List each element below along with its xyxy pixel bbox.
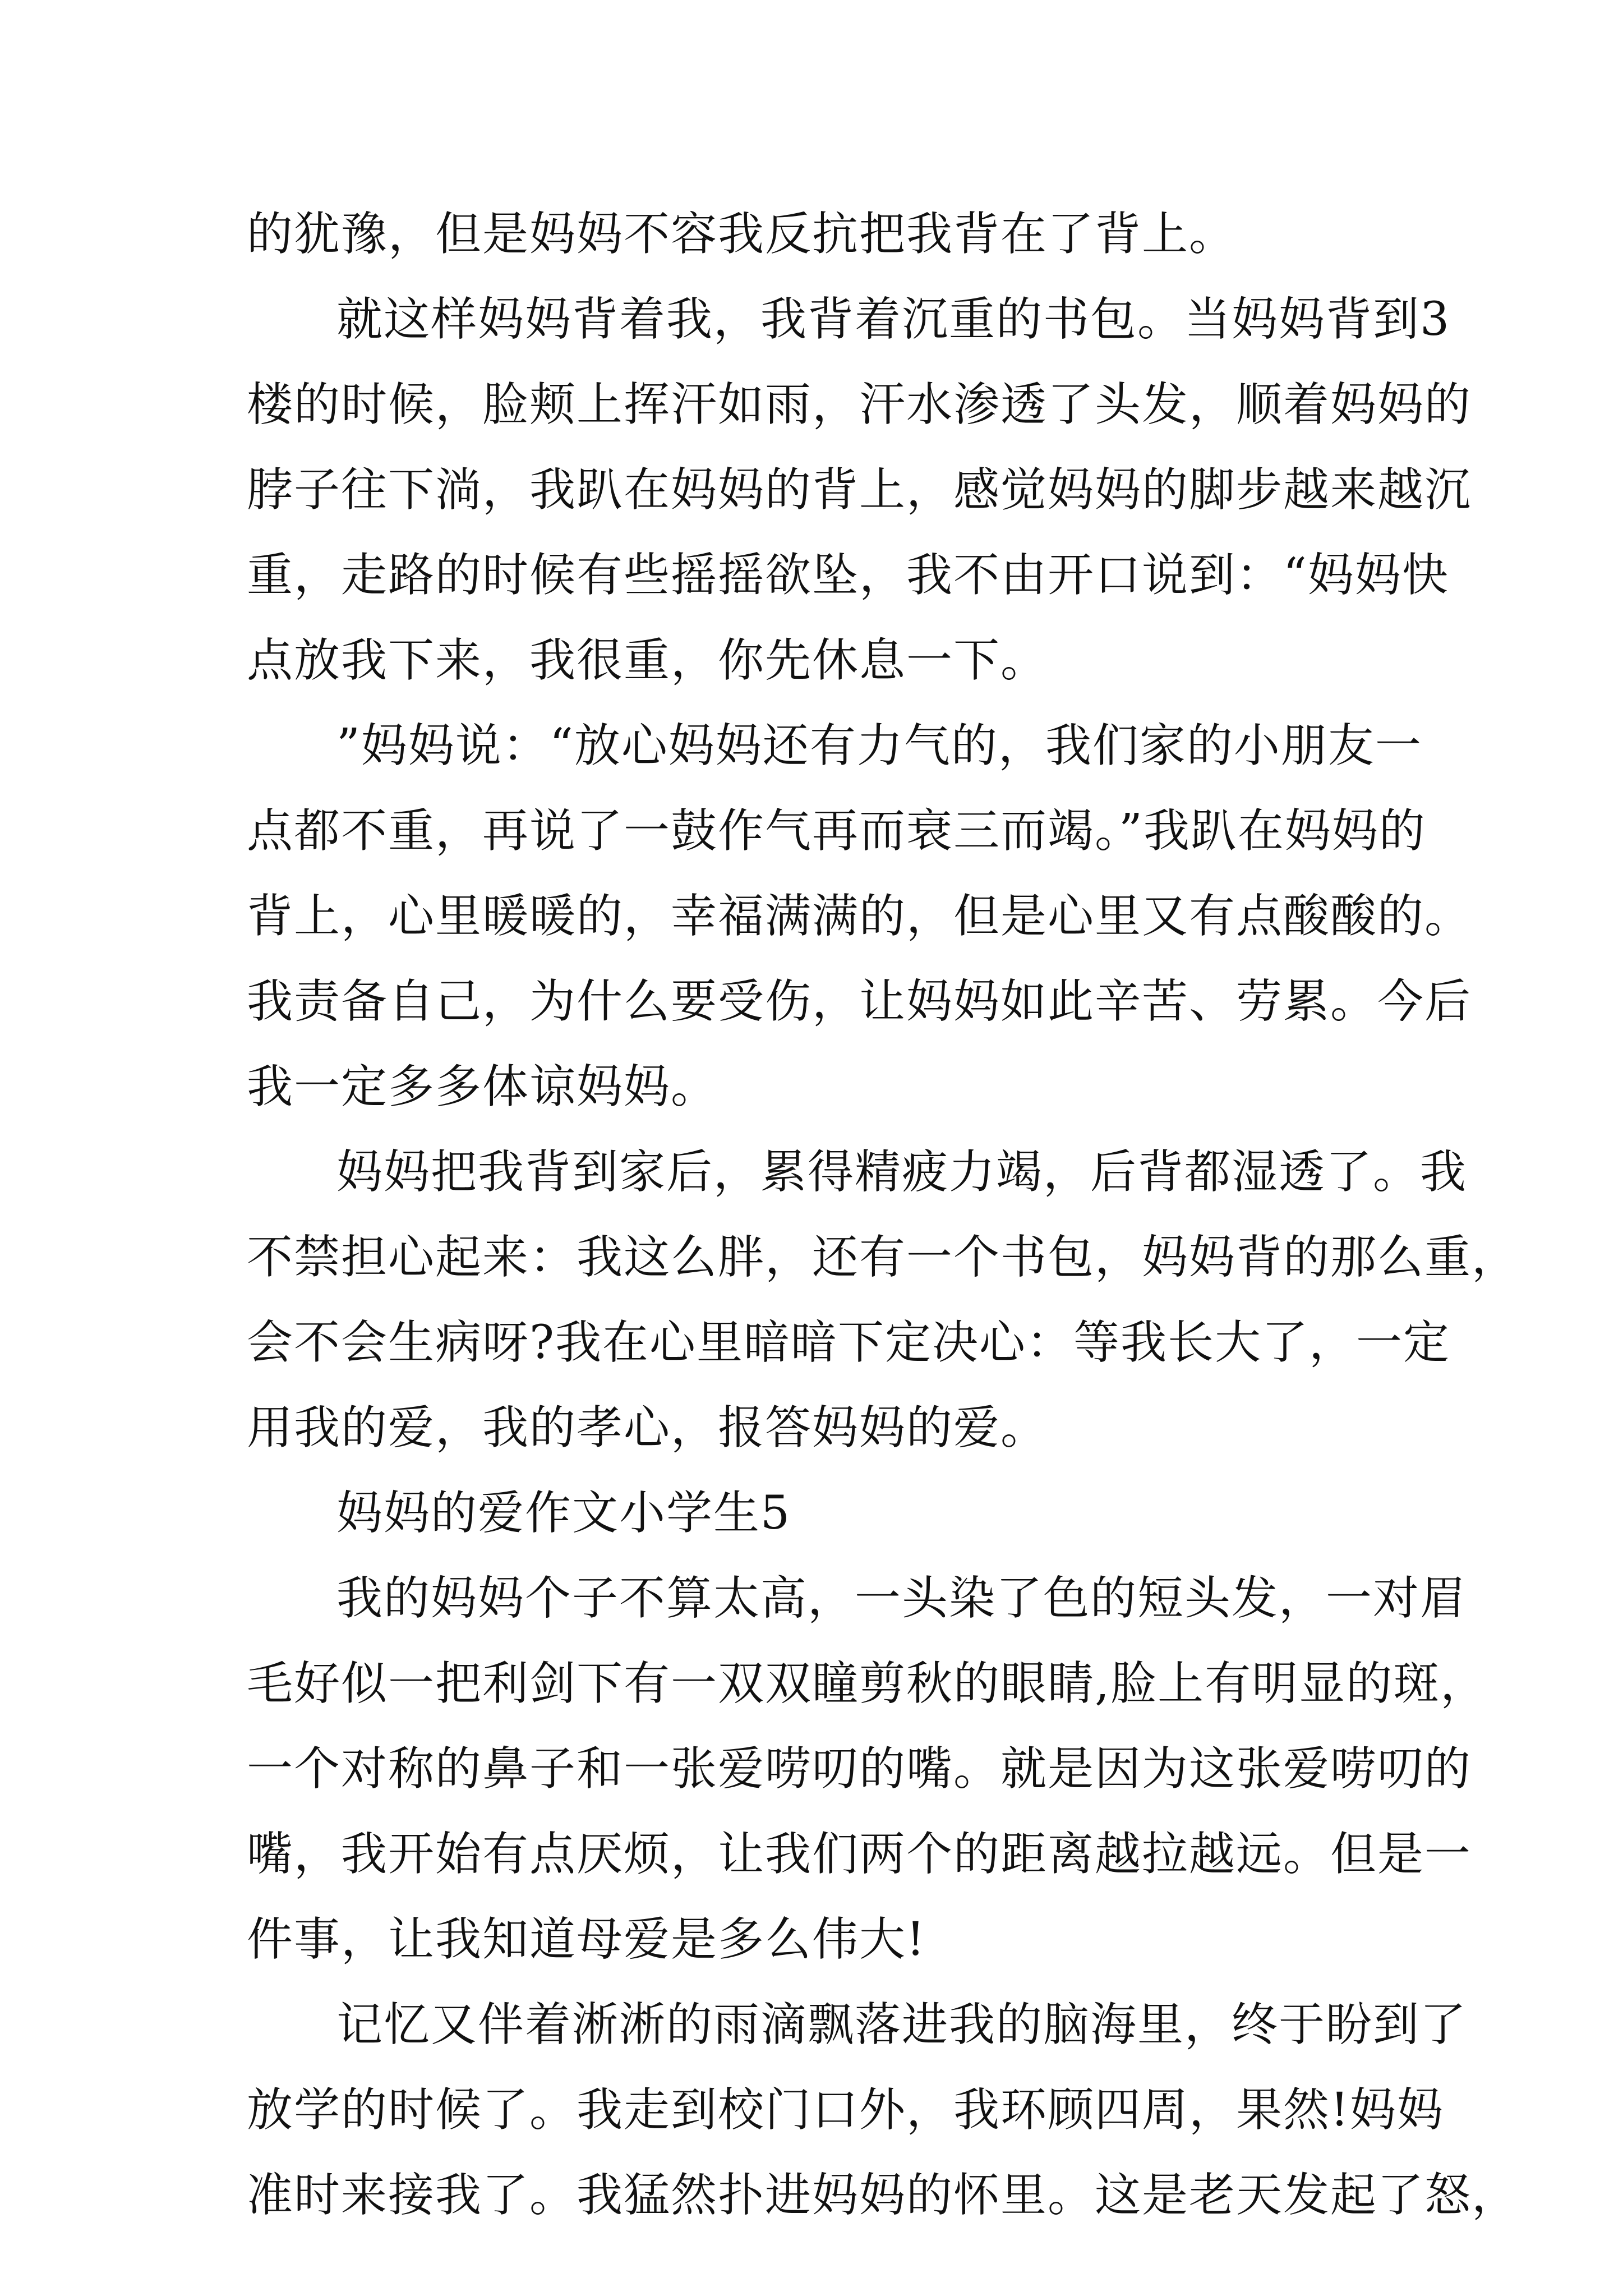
text-line: 放学的时候了。我走到校门口外，我环顾四周，果然!妈妈 bbox=[247, 2083, 1444, 2137]
document-body bbox=[247, 192, 1519, 2238]
paragraph-start-line: 就这样妈妈背着我，我背着沉重的书包。当妈妈背到3 bbox=[336, 293, 1451, 346]
text-line: 不禁担心起来：我这么胖，还有一个书包，妈妈背的那么重， bbox=[247, 1231, 1519, 1284]
text-line: 我一定多多体谅妈妈。 bbox=[247, 1060, 718, 1114]
paragraph-start-line: 记忆又伴着淅淅的雨滴飘落进我的脑海里，终于盼到了 bbox=[336, 1998, 1468, 2051]
paragraph-start-line: 妈妈把我背到家后，累得精疲力竭，后背都湿透了。我 bbox=[336, 1145, 1468, 1199]
text-line: 用我的爱，我的孝心，报答妈妈的爱。 bbox=[247, 1401, 1048, 1455]
paragraph-start-line: ”妈妈说：“放心妈妈还有力气的，我们家的小朋友一 bbox=[336, 719, 1422, 772]
text-line: 准时来接我了。我猛然扑进妈妈的怀里。这是老天发起了怒， bbox=[247, 2169, 1519, 2222]
text-line: 重，走路的时候有些摇摇欲坠，我不由开口说到：“妈妈快 bbox=[247, 549, 1449, 602]
text-line: 件事，让我知道母爱是多么伟大! bbox=[247, 1913, 926, 1966]
text-line: 的犹豫，但是妈妈不容我反抗把我背在了背上。 bbox=[247, 208, 1237, 261]
text-line: 嘴，我开始有点厌烦，让我们两个的距离越拉越远。但是一 bbox=[247, 1828, 1472, 1881]
text-line: 脖子往下淌，我趴在妈妈的背上，感觉妈妈的脚步越来越沉 bbox=[247, 463, 1472, 517]
text-line: 毛好似一把利剑下有一双双瞳剪秋的眼睛,脸上有明显的斑， bbox=[247, 1657, 1488, 1710]
text-line: 背上，心里暖暖的，幸福满满的，但是心里又有点酸酸的。 bbox=[247, 890, 1472, 943]
text-line: 楼的时候，脸颊上挥汗如雨，汗水渗透了头发，顺着妈妈的 bbox=[247, 378, 1472, 431]
text-line: 点都不重，再说了一鼓作气再而衰三而竭。”我趴在妈妈的 bbox=[247, 804, 1426, 858]
text-line: 一个对称的鼻子和一张爱唠叨的嘴。就是因为这张爱唠叨的 bbox=[247, 1742, 1472, 1796]
section-heading: 妈妈的爱作文小学生5 bbox=[336, 1487, 791, 1540]
text-line: 点放我下来，我很重，你先休息一下。 bbox=[247, 634, 1048, 687]
paragraph-start-line: 我的妈妈个子不算太高，一头染了色的短头发，一对眉 bbox=[336, 1572, 1468, 1625]
text-line: 我责备自己，为什么要受伤，让妈妈如此辛苦、劳累。今后 bbox=[247, 975, 1472, 1028]
text-line: 会不会生病呀?我在心里暗暗下定决心：等我长大了，一定 bbox=[247, 1316, 1450, 1369]
